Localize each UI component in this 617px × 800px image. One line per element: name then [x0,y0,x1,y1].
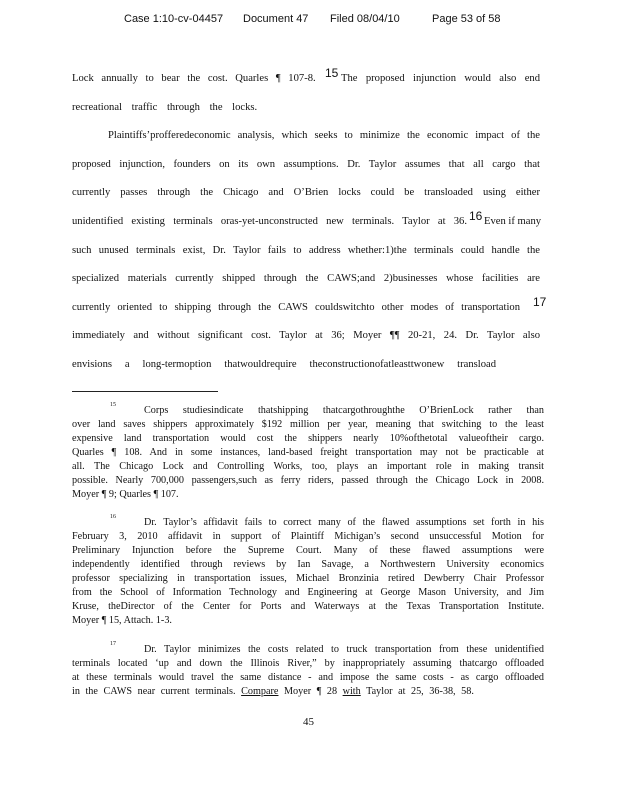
footnote-16-mark: 16 [110,514,116,520]
citation-signal-with: with [342,686,361,697]
footnote-17-line: at these terminals would travel the same distance - and impose the same costs - as cargo offloaded [72,672,544,683]
footnote-16-line: Dr. Taylor’s affidavit fails to correct many of the flawed assumptions set forth in his [144,517,544,528]
footnote-15-line: Corps studiesindicate thatshipping thatcargothroughthe O’BrienLock rather than [144,405,544,416]
footnote-17-line: Dr. Taylor minimizes the costs related to truck transportation from these unidentified [144,644,544,655]
footnote-ref-17: 17 [533,295,547,309]
body-line-10: immediately and without significant cost. Taylor at 36; Moyer ¶¶ 20-21, 24. Dr. Taylor also [72,330,540,341]
page-indicator: Page 53 of 58 [432,13,501,25]
footnote-17-text: in the CAWS near current terminals. [72,686,236,697]
footnote-15-line: all. The Chicago Lock and Controlling Works, too, plays an important role in making transit [72,461,544,472]
document-number: Document 47 [243,13,309,25]
footnote-15-line: over land saves shippers approximately $192 million per year, meaning that switching to the least [72,419,544,430]
body-line-5: currently passes through the Chicago and O’Brien locks could be transloaded using either [72,187,540,198]
footnote-16-line: Moyer ¶ 15, Attach. 1-3. [72,615,172,626]
footnote-15-line: possible. Nearly 700,000 passengers,such as ferry riders, passed through the Chicago Lock in 2008. [72,475,544,486]
footnote-15-line: expensive land transportation would cost the shippers nearly 10%ofthetotal valueoftheir cargo. [72,433,544,444]
body-line-4: proposed injunction, founders on its own assumptions. Dr. Taylor assumes that all cargo that [72,159,540,170]
footnote-ref-16: 16 [469,209,483,223]
footnote-15-line: Moyer ¶ 9; Quarles ¶ 107. [72,489,179,500]
footnote-15-line: Quarles ¶ 108. And in some instances, land-based freight transportation may not be practicable at [72,447,544,458]
footnote-16-line: independently identified through reviews by Ian Savage, a Northwestern University economics [72,559,544,570]
body-line-6: unidentified existing terminals oras-yet-unconstructed new terminals. Taylor at 36. [72,216,467,227]
page-number: 45 [303,716,314,728]
footnote-17-citation: Taylor at 25, 36-38, 58. [366,686,474,697]
body-line-9: currently oriented to shipping through the CAWS couldswitchto other modes of transportation [72,302,520,313]
footnote-15-mark: 15 [110,402,116,408]
footnote-16-line: from the School of Information Technology and Engineering at George Mason University, and Jim [72,587,544,598]
body-line-3: Plaintiffs’profferedeconomic analysis, which seeks to minimize the economic impact of the [108,130,540,141]
body-line-1 [72,72,316,86]
document-header [0,13,617,29]
footnote-17-mark: 17 [110,641,116,647]
body-line-7: such unused terminals exist, Dr. Taylor fails to address whether:1)the terminals could handle the [72,245,540,256]
case-number: Case 1:10-cv-04457 [124,13,224,25]
filed-date: Filed 08/04/10 [330,13,400,25]
footnote-separator [72,391,218,392]
body-line-1-text: Lock annually to bear the cost. Quarles ¶ 107-8. [72,73,316,84]
body-line-11: envisions a long-termoption thatwouldrequire theconstructionofatleasttwonew transload [72,359,496,370]
footnote-16-line: Kruse, theDirector of the Center for Ports and Waterways at the Texas Transportation Institute. [72,601,544,612]
body-line-8: specialized materials currently shipped through the CAWS;and 2)businesses whose facilities are [72,273,540,284]
body-line-2: recreational traffic through the locks. [72,102,258,113]
footnote-17-citation: Moyer ¶ 28 [284,686,338,697]
footnote-16-line: professor specializing in transportation issues, Michael Bronzinia retired Dewberry Chair Professor [72,573,544,584]
body-line-1-end [341,72,540,86]
body-line-1-end-text: The proposed injunction would also end [341,73,540,84]
footnote-16-line: Preliminary Injunction before the Supreme Court. Many of these flawed assumptions were [72,545,544,556]
body-line-6-end: Even if many [484,216,542,227]
footnote-17-line: terminals located ‘up and down the Illinois River,” by inappropriately assuming thatcargo offloaded [72,658,544,669]
footnote-16-line: February 3, 2010 affidavit in support of Plaintiff Michigan’s second unsuccessful Motion for [72,531,544,542]
citation-signal-compare: Compare [241,686,279,697]
footnote-ref-15: 15 [325,66,339,80]
footnote-17-last-line [72,686,544,698]
